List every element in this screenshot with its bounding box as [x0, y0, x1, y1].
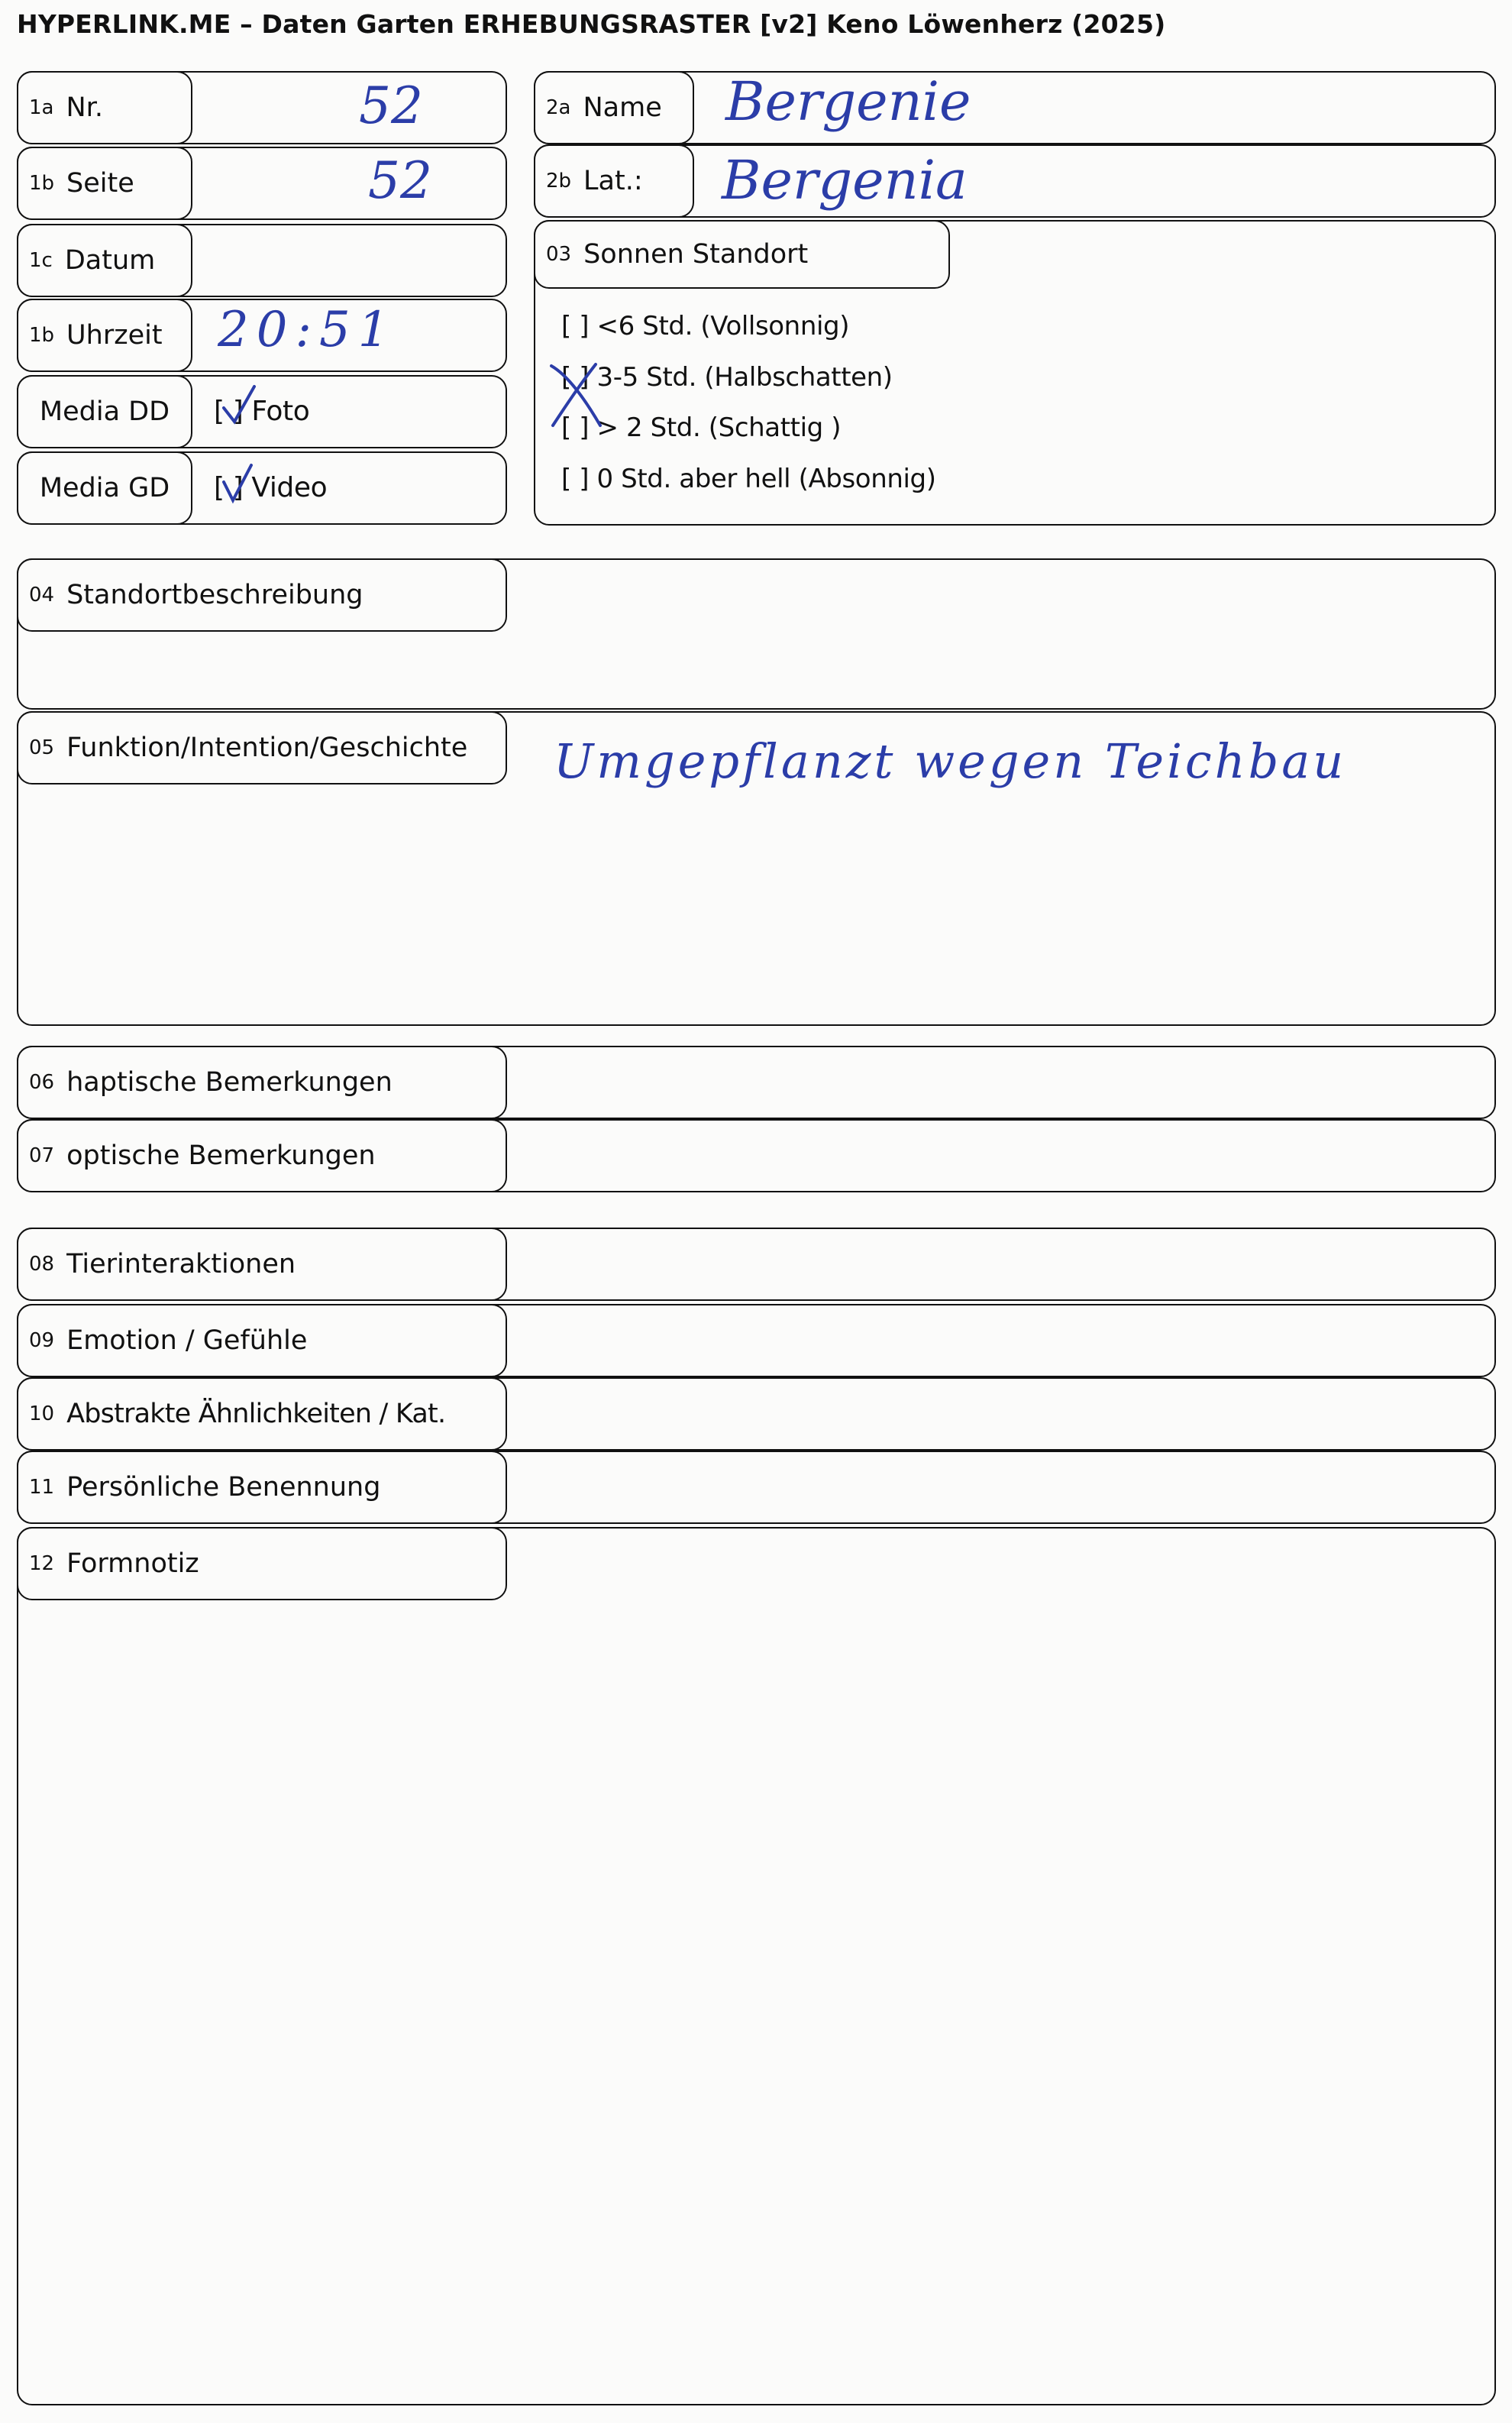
seite-label: Seite [66, 168, 134, 199]
sonnen-label: Sonnen Standort [583, 239, 809, 270]
video-checkbox[interactable]: [ ] Video [214, 472, 328, 503]
seite-label-tab [17, 147, 192, 220]
sonnen-label-tab [534, 220, 950, 289]
sonnen-option-absonnig[interactable]: [ ] 0 Std. aber hell (Absonnig) [561, 464, 936, 494]
seite-value[interactable]: 52 [368, 151, 432, 210]
emotion-label-tab [17, 1304, 507, 1377]
media-dd-label-tab [17, 375, 192, 448]
field-number: 12 [29, 1552, 55, 1575]
haptische-label: haptische Bemerkungen [66, 1067, 393, 1098]
haptische-label-tab [17, 1046, 507, 1119]
sonnen-option-schattig[interactable]: [ ] > 2 Std. (Schattig ) [561, 412, 842, 443]
abstrakte-label: Abstrakte Ähnlichkeiten / Kat. [66, 1399, 446, 1429]
media-dd-label: Media DD [39, 396, 170, 427]
field-number: 10 [29, 1402, 55, 1425]
field-number: 1b [29, 324, 55, 347]
media-gd-label-tab [17, 451, 192, 525]
foto-checkbox[interactable]: [ ] Foto [214, 396, 310, 427]
uhrzeit-label: Uhrzeit [66, 320, 163, 351]
abstrakte-label-tab [17, 1377, 507, 1451]
formnotiz-label-tab [17, 1527, 507, 1600]
name-label: Name [583, 92, 662, 123]
foto-checkmark [218, 382, 263, 428]
field-number: 09 [29, 1329, 55, 1352]
lat-value[interactable]: Bergenia [722, 149, 968, 212]
uhrzeit-value[interactable]: 20:51 [218, 302, 397, 358]
field-number: 1b [29, 172, 55, 195]
uhrzeit-label-tab [17, 299, 192, 372]
video-checkmark [218, 461, 263, 506]
funktion-value[interactable]: Umgepflanzt wegen Teichbau [554, 733, 1347, 789]
sonnen-option-vollsonnig[interactable]: [ ] <6 Std. (Vollsonnig) [561, 311, 850, 341]
nr-value[interactable]: 52 [359, 76, 423, 135]
field-number: 04 [29, 584, 55, 607]
standortbeschreibung-label-tab [17, 558, 507, 632]
field-number: 2a [546, 96, 571, 119]
standortbeschreibung-label: Standortbeschreibung [66, 580, 363, 610]
name-label-tab [534, 71, 694, 144]
datum-label-tab [17, 224, 192, 297]
field-number: 07 [29, 1144, 55, 1167]
formnotiz-field[interactable] [17, 1527, 1496, 2405]
field-number: 1c [29, 249, 53, 272]
tierinteraktionen-label: Tierinteraktionen [66, 1249, 296, 1279]
persoenliche-label: Persönliche Benennung [66, 1472, 381, 1503]
datum-label: Datum [64, 245, 156, 276]
halbschatten-x-mark [542, 355, 611, 439]
optische-label-tab [17, 1119, 507, 1192]
lat-label: Lat.: [583, 166, 643, 196]
field-number: 11 [29, 1476, 55, 1499]
persoenliche-label-tab [17, 1451, 507, 1524]
name-value[interactable]: Bergenie [725, 70, 971, 133]
lat-label-tab [534, 144, 694, 218]
nr-label: Nr. [66, 92, 103, 123]
page-title: HYPERLINK.ME – Daten Garten ERHEBUNGSRASTER [v2] Keno Löwenherz (2025) [17, 9, 1166, 39]
field-number: 08 [29, 1253, 55, 1276]
tierinteraktionen-label-tab [17, 1228, 507, 1301]
field-number: 05 [29, 736, 55, 759]
funktion-label: Funktion/Intention/Geschichte [66, 733, 468, 763]
optische-label: optische Bemerkungen [66, 1140, 376, 1171]
formnotiz-label: Formnotiz [66, 1548, 199, 1579]
media-gd-label: Media GD [39, 473, 170, 503]
emotion-label: Emotion / Gefühle [66, 1325, 308, 1356]
field-number: 06 [29, 1071, 55, 1094]
nr-label-tab [17, 71, 192, 144]
field-number: 1a [29, 96, 54, 119]
field-number: 2b [546, 170, 572, 192]
funktion-label-tab [17, 711, 507, 784]
field-number: 03 [546, 243, 572, 266]
sonnen-option-halbschatten[interactable]: [ ] 3-5 Std. (Halbschatten) [561, 362, 893, 393]
